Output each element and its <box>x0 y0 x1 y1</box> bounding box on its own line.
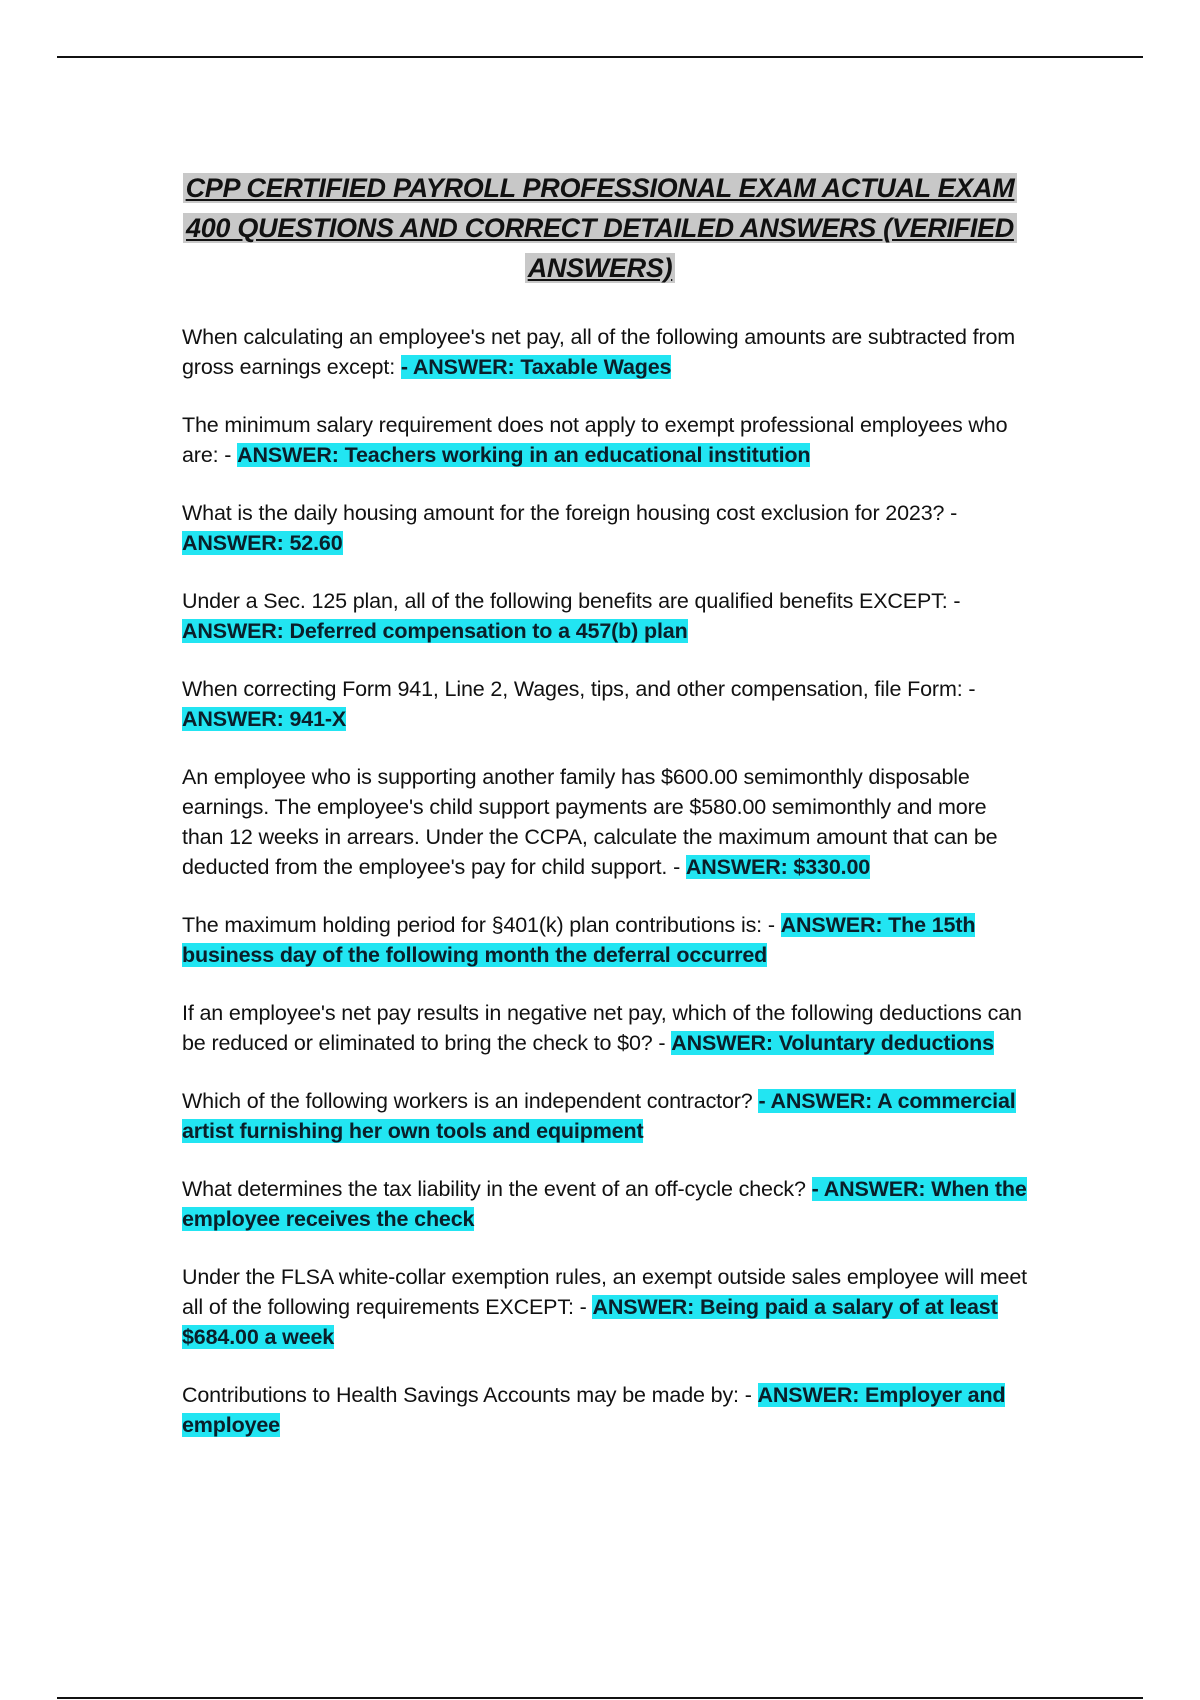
answer-highlight: ANSWER: Teachers working in an educational institution <box>237 443 811 467</box>
qa-item <box>182 910 1027 970</box>
answer-highlight: - ANSWER: When the employee receives the check <box>182 1177 1027 1231</box>
question-text: The maximum holding period for §401(k) plan contributions is: - <box>182 913 781 937</box>
question-text: Under the FLSA white-collar exemption rules, an exempt outside sales employee will meet all of the following requirements EXCEPT: - <box>182 1265 1027 1319</box>
qa-item <box>182 498 1027 558</box>
title-line: CPP CERTIFIED PAYROLL PROFESSIONAL EXAM ACTUAL EXAM <box>183 173 1018 203</box>
qa-item <box>182 762 1027 882</box>
qa-item <box>182 586 1027 646</box>
question-text: Contributions to Health Savings Accounts may be made by: - <box>182 1383 758 1407</box>
qa-item <box>182 674 1027 734</box>
qa-item <box>182 1086 1027 1146</box>
answer-highlight: - ANSWER: Taxable Wages <box>400 355 672 379</box>
question-text: If an employee's net pay results in negative net pay, which of the following deductions can be reduced or eliminated to bring the check to $0? - <box>182 1001 1022 1055</box>
qa-item <box>182 1380 1027 1440</box>
document-title <box>160 168 1040 288</box>
question-text: Under a Sec. 125 plan, all of the following benefits are qualified benefits EXCEPT: - <box>182 589 961 613</box>
qa-item <box>182 1262 1027 1352</box>
qa-item <box>182 998 1027 1058</box>
answer-highlight: - ANSWER: A commercial artist furnishing her own tools and equipment <box>182 1089 1016 1143</box>
question-text: What determines the tax liability in the event of an off-cycle check? <box>182 1177 812 1201</box>
header-divider <box>57 56 1143 58</box>
question-text: When correcting Form 941, Line 2, Wages, tips, and other compensation, file Form: - <box>182 677 976 701</box>
qa-item <box>182 410 1027 470</box>
title-line: ANSWERS) <box>525 253 676 283</box>
answer-highlight: ANSWER: $330.00 <box>685 855 871 879</box>
footer-divider <box>57 1697 1143 1699</box>
answer-highlight: ANSWER: 52.60 <box>182 531 343 555</box>
title-line: 400 QUESTIONS AND CORRECT DETAILED ANSWERS (VERIFIED <box>183 213 1017 243</box>
qa-item <box>182 322 1027 382</box>
question-text: An employee who is supporting another family has $600.00 semimonthly disposable earnings. The employee's child support payments are $580.00 semimonthly and more than 12 weeks in arrears. Under the CCPA, calculate the maximum amount that can be deducted from the employee's pay for child support. - <box>182 765 998 879</box>
answer-highlight: ANSWER: 941-X <box>182 707 347 731</box>
answer-highlight: ANSWER: The 15th business day of the following month the deferral occurred <box>182 913 976 967</box>
qa-item <box>182 1174 1027 1234</box>
question-text: The minimum salary requirement does not apply to exempt professional employees who are: - <box>182 413 1008 467</box>
qa-list <box>182 322 1027 1468</box>
question-text: When calculating an employee's net pay, all of the following amounts are subtracted from gross earnings except: <box>182 325 1016 379</box>
question-text: What is the daily housing amount for the foreign housing cost exclusion for 2023? - <box>182 501 958 525</box>
answer-highlight: ANSWER: Being paid a salary of at least $684.00 a week <box>182 1295 998 1349</box>
answer-highlight: ANSWER: Voluntary deductions <box>671 1031 994 1055</box>
question-text: Which of the following workers is an independent contractor? <box>182 1089 759 1113</box>
answer-highlight: ANSWER: Deferred compensation to a 457(b) plan <box>182 619 688 643</box>
answer-highlight: ANSWER: Employer and employee <box>182 1383 1006 1437</box>
